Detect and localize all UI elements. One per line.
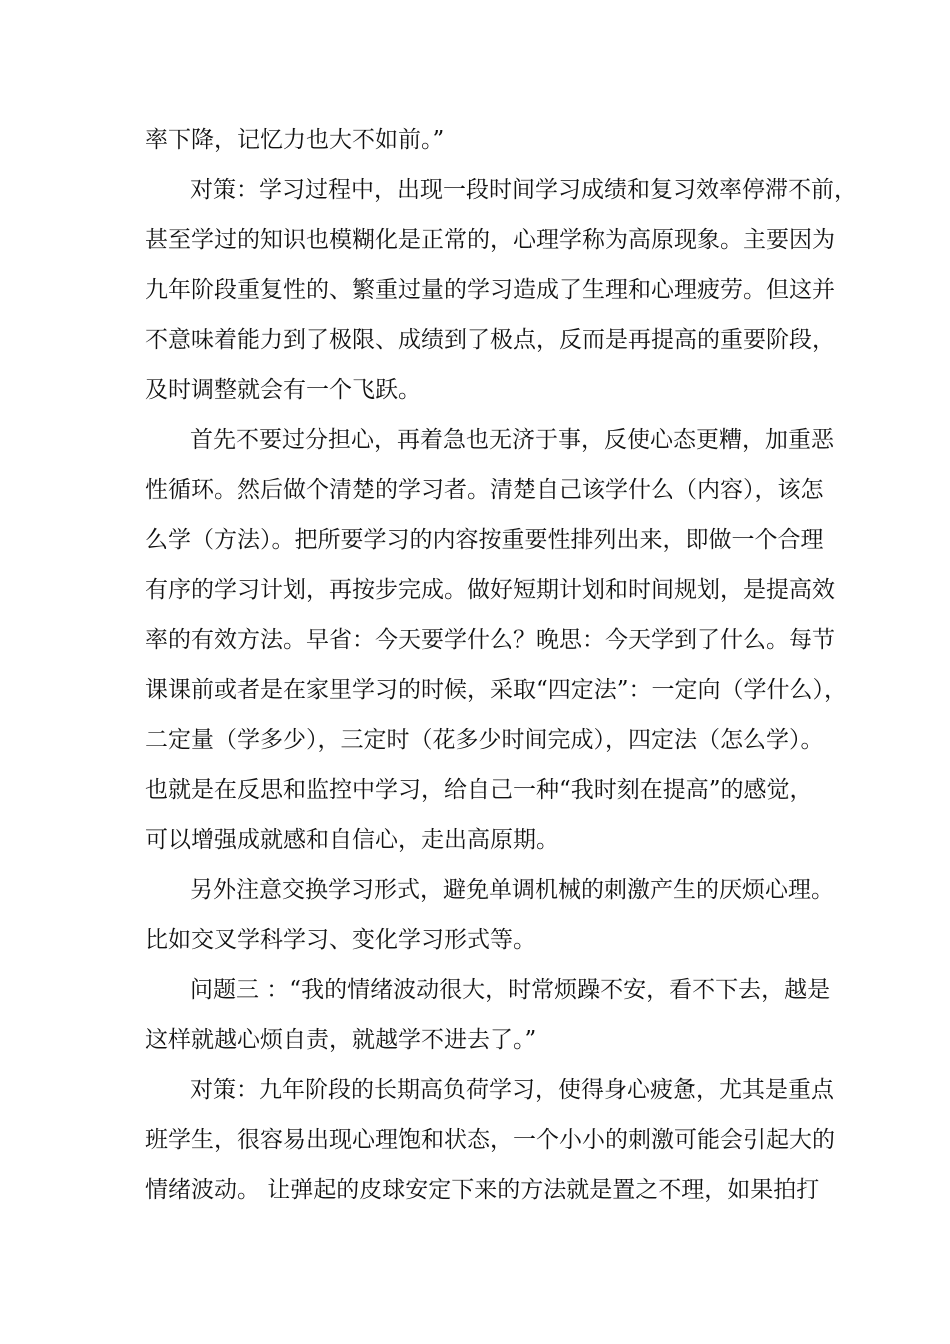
text-line: 性循环。然后做个清楚的学习者。清楚自己该学什么（内容），该怎 <box>145 477 824 503</box>
text-line: 么学（方法）。把所要学习的内容按重要性排列出来，即做一个合理 <box>145 527 824 553</box>
text-line: 二定量（学多少），三定时（花多少时间完成），四定法（怎么学）。 <box>145 727 824 753</box>
text-line: 及时调整就会有一个飞跃。 <box>145 377 421 403</box>
text-line: 问题三 ：“我的情绪波动很大，时常烦躁不安，看不下去，越是 <box>190 977 831 1003</box>
text-line: 甚至学过的知识也模糊化是正常的，心理学称为高原现象。主要因为 <box>145 227 835 253</box>
text-line: 首先不要过分担心，再着急也无济于事，反使心态更糟，加重恶 <box>190 427 834 453</box>
text-line: 九年阶段重复性的、繁重过量的学习造成了生理和心理疲劳。但这并 <box>145 277 835 303</box>
text-line: 率的有效方法。早省：今天要学什么？晚思：今天学到了什么。每节 <box>145 627 835 653</box>
text-line: 课课前或者是在家里学习的时候，采取“四定法”：一定向（学什么）， <box>145 677 848 703</box>
text-line: 率下降，记忆力也大不如前。” <box>145 127 445 153</box>
text-line: 另外注意交换学习形式，避免单调机械的刺激产生的厌烦心理。 <box>190 877 834 903</box>
text-line: 情绪波动。 让弹起的皮球安定下来的方法就是置之不理，如果拍打 <box>145 1177 820 1203</box>
text-line: 有序的学习计划，再按步完成。做好短期计划和时间规划，是提高效 <box>145 577 835 603</box>
text-line: 可以增强成就感和自信心，走出高原期。 <box>145 827 559 853</box>
text-line: 这样就越心烦自责，就越学不进去了。” <box>145 1027 537 1053</box>
text-line: 比如交叉学科学习、变化学习形式等。 <box>145 927 536 953</box>
text-line: 不意味着能力到了极限、成绩到了极点，反而是再提高的重要阶段， <box>145 327 835 353</box>
text-line: 对策：学习过程中，出现一段时间学习成绩和复习效率停滞不前， <box>190 177 857 203</box>
text-line: 对策：九年阶段的长期高负荷学习，使得身心疲惫，尤其是重点 <box>190 1077 834 1103</box>
text-line: 也就是在反思和监控中学习，给自己一种“我时刻在提高”的感觉， <box>145 777 813 803</box>
text-line: 班学生，很容易出现心理饱和状态，一个小小的刺激可能会引起大的 <box>145 1127 835 1153</box>
